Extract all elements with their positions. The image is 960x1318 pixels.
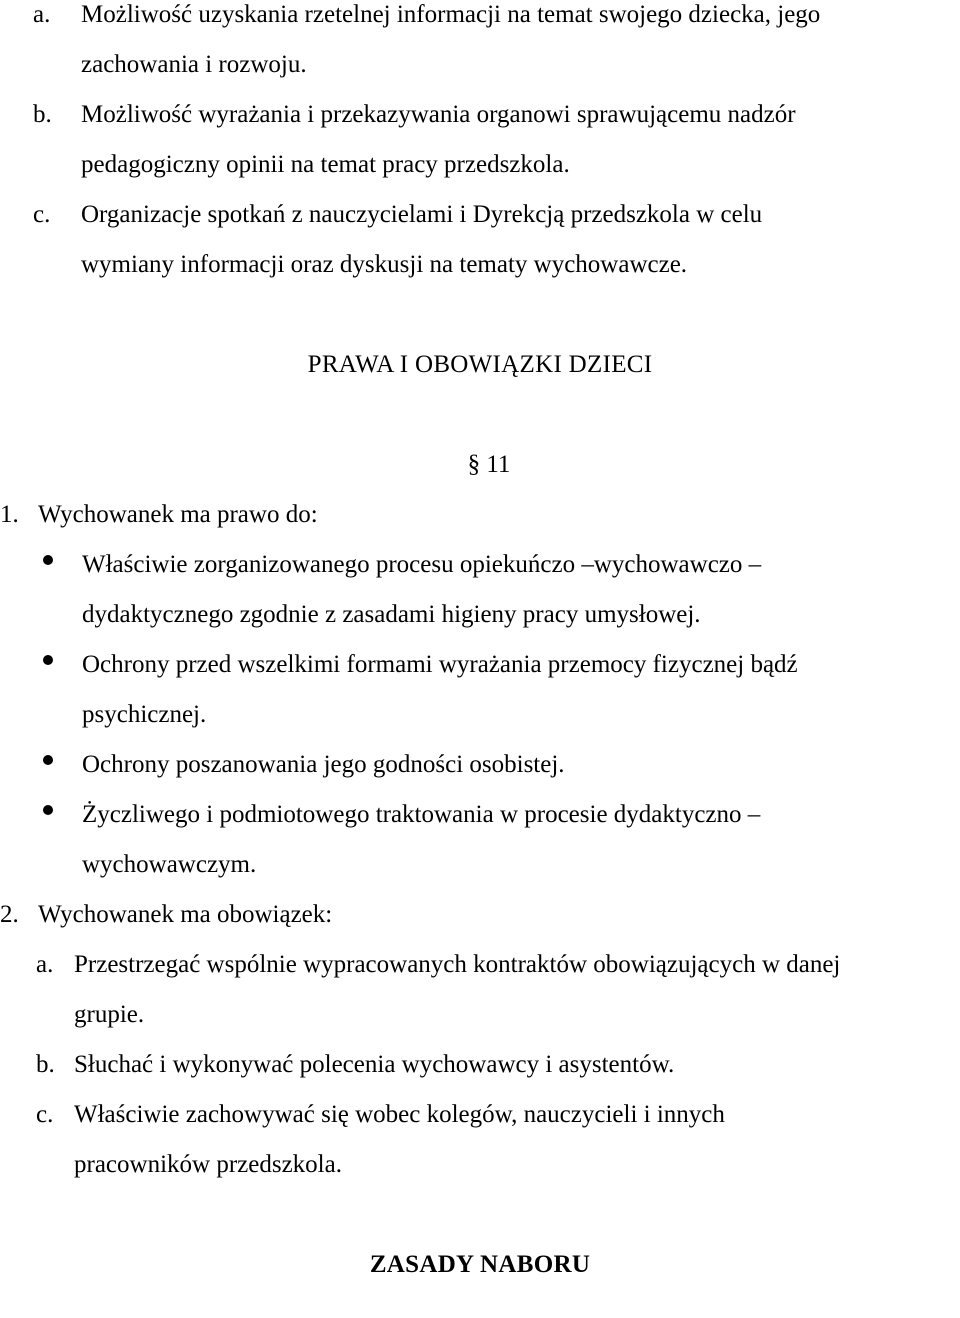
list-item [0, 1040, 960, 1090]
list-item-text: pedagogiczny opinii na temat pracy przedszkola. [81, 151, 570, 178]
list-item [0, 540, 960, 640]
list-item-text: Organizacje spotkań z nauczycielami i Dyrekcją przedszkola w celu [81, 201, 763, 228]
list-marker: c. [36, 1101, 54, 1128]
list-item [0, 0, 960, 90]
section-heading: PRAWA I OBOWIĄZKI DZIECI [307, 351, 653, 378]
list-item-text: Możliwość uzyskania rzetelnej informacji na temat swojego dziecka, jego [81, 1, 821, 28]
list-item [0, 1090, 960, 1190]
list-item-text: Właściwie zorganizowanego procesu opiekuńczo –wychowawczo – [82, 551, 762, 578]
list-item-text: grupie. [74, 1001, 145, 1028]
list-marker: c. [33, 201, 51, 228]
point-heading: Wychowanek ma obowiązek: [38, 901, 333, 928]
point-2 [0, 890, 960, 940]
list-item [0, 640, 960, 740]
point-heading: Wychowanek ma prawo do: [38, 501, 318, 528]
list-item-text: Słuchać i wykonywać polecenia wychowawcy i asystentów. [74, 1051, 675, 1078]
list-item [0, 190, 960, 290]
list-marker: b. [33, 101, 52, 128]
list-item-text: pracowników przedszkola. [74, 1151, 342, 1178]
list-item-text: Ochrony przed wszelkimi formami wyrażania przemocy fizycznej bądź [82, 651, 798, 678]
list-marker: 2. [0, 901, 19, 928]
point-1 [0, 490, 960, 540]
list-item-text: dydaktycznego zgodnie z zasadami higieny pracy umysłowej. [82, 601, 701, 628]
list-item-text: wymiany informacji oraz dyskusji na tematy wychowawcze. [81, 251, 688, 278]
next-section-heading: ZASADY NABORU [369, 1251, 591, 1278]
list-item [0, 790, 960, 890]
list-item-text: Przestrzegać wspólnie wypracowanych kontraktów obowiązujących w danej [74, 951, 841, 978]
list-item [0, 940, 960, 1040]
list-marker: a. [33, 1, 51, 28]
rights-list [0, 540, 960, 890]
paragraph-number: § 11 [467, 451, 511, 478]
list-item [0, 90, 960, 190]
list-marker: 1. [0, 501, 19, 528]
list-item-text: Życzliwego i podmiotowego traktowania w procesie dydaktyczno – [82, 801, 761, 828]
list-item-text: Ochrony poszanowania jego godności osobistej. [82, 751, 565, 778]
list-item-text: wychowawczym. [82, 851, 257, 878]
list-item-text: zachowania i rozwoju. [81, 51, 307, 78]
obligations-list [0, 940, 960, 1190]
list-marker: b. [36, 1051, 55, 1078]
list-item-text: psychicznej. [82, 701, 207, 728]
list-item-text: Właściwie zachowywać się wobec kolegów, nauczycieli i innych [74, 1101, 725, 1128]
list-item [0, 740, 960, 790]
parent-rights-list [0, 0, 960, 290]
list-item-text: Możliwość wyrażania i przekazywania organowi sprawującemu nadzór [81, 101, 796, 128]
list-marker: a. [36, 951, 54, 978]
